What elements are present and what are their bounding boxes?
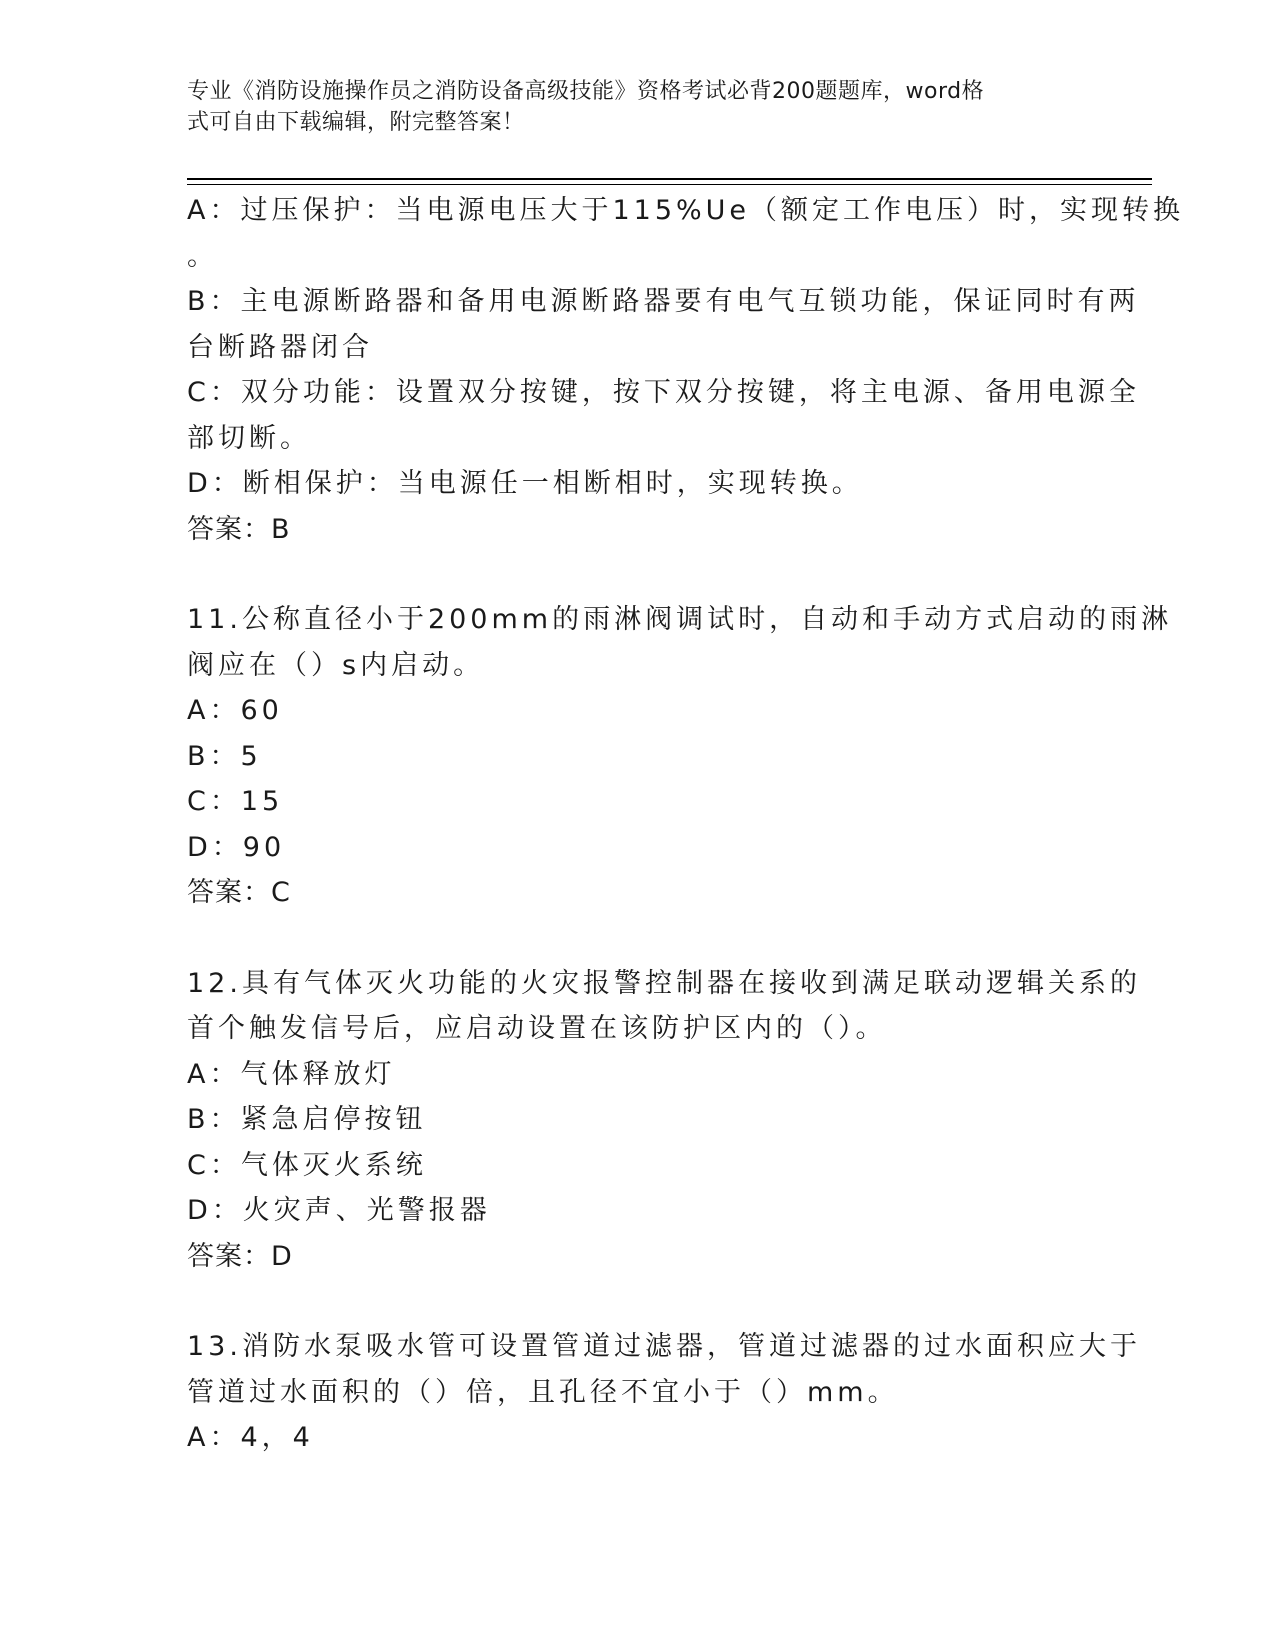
question-13-block (187, 1324, 1141, 1461)
option-b: B：5 (187, 740, 262, 772)
option-c-line-1: C：双分功能：设置双分按键，按下双分按键，将主电源、备用电源全 (187, 377, 1140, 408)
question-stem-line-1: 12.具有气体灭火功能的火灾报警控制器在接收到满足联动逻辑关系的 (187, 967, 1141, 999)
question-stem-line-2: 管道过水面积的（）倍，且孔径不宜小于（）mm。 (187, 1376, 899, 1408)
header-line-2: 式可自由下载编辑，附完整答案！ (187, 110, 525, 135)
document-header (187, 76, 1067, 138)
option-b-line-2: 台断路器闭合 (187, 331, 373, 363)
option-a: A：60 (187, 695, 283, 726)
question-11-block (187, 597, 1173, 916)
option-a-line-2: 。 (187, 240, 218, 272)
answer-label: 答案：D (187, 1240, 293, 1272)
question-10-block (187, 188, 1185, 552)
header-divider-thin (187, 184, 1152, 185)
question-stem-line-1: 11.公称直径小于200mm的雨淋阀调试时，自动和手动方式启动的雨淋 (187, 604, 1173, 635)
option-d-line-1: D：断相保护：当电源任一相断相时，实现转换。 (187, 468, 863, 499)
header-divider (187, 178, 1152, 180)
header-line-1: 专业《消防设施操作员之消防设备高级技能》资格考试必背200题题库，word格 (187, 79, 985, 104)
spacer (187, 1279, 1087, 1324)
option-a: A：4，4 (187, 1422, 314, 1453)
option-d: D：火灾声、光警报器 (187, 1195, 491, 1226)
question-stem-line-2: 首个触发信号后，应启动设置在该防护区内的（）。 (187, 1013, 887, 1044)
spacer (187, 552, 1087, 597)
answer-label: 答案：C (187, 877, 291, 908)
option-b: B：紧急启停按钮 (187, 1104, 427, 1135)
option-a: A：气体释放灯 (187, 1058, 396, 1090)
question-stem-line-1: 13.消防水泵吸水管可设置管道过滤器，管道过滤器的过水面积应大于 (187, 1331, 1141, 1362)
option-c: C：15 (187, 786, 284, 817)
option-c: C：气体灭火系统 (187, 1149, 427, 1181)
option-c-line-2: 部切断。 (187, 422, 311, 454)
option-a-line-1: A：过压保护：当电源电压大于115%Ue（额定工作电压）时，实现转换 (187, 195, 1185, 226)
question-stem-line-2: 阀应在（）s内启动。 (187, 649, 485, 681)
question-12-block (187, 961, 1141, 1280)
option-b-line-1: B：主电源断路器和备用电源断路器要有电气互锁功能，保证同时有两 (187, 286, 1140, 317)
question-content (187, 188, 1185, 1461)
answer-label: 答案：B (187, 513, 291, 545)
spacer (187, 916, 1087, 961)
option-d: D：90 (187, 831, 286, 863)
